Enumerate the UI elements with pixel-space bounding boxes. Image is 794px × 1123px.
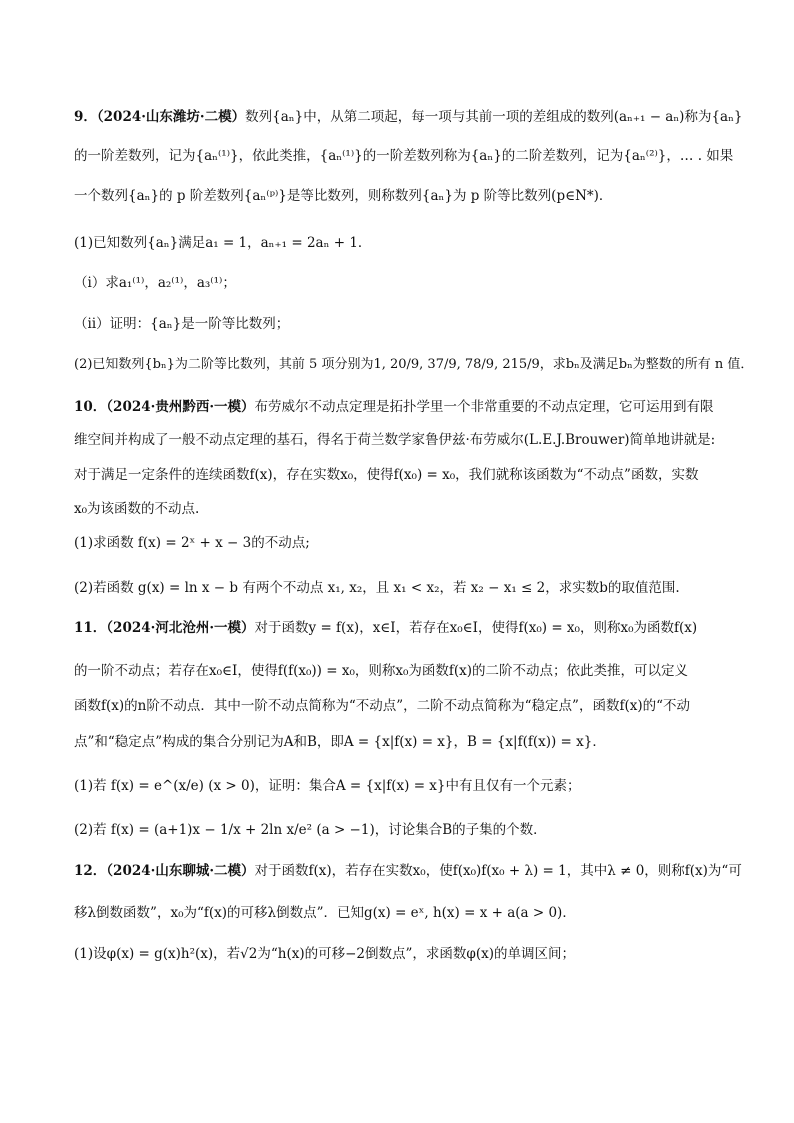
problem-10-line-4: x₀为该函数的不动点.: [74, 501, 200, 517]
problem-11-line-4: 点”和“稳定点”构成的集合分别记为A和B，即A = {x|f(x) = x}，B = {x|f(f(x)) = x}．: [74, 734, 606, 750]
problem-number: 12．: [74, 863, 107, 879]
problem-9-part-1-ii: （ⅱ）证明：{aₙ}是一阶等比数列；: [74, 316, 290, 332]
problem-11-line-3: 函数f(x)的n阶不动点．其中一阶不动点简称为“不动点”，二阶不动点简称为“稳定点”，函数f(x)的“不动: [74, 698, 690, 714]
problem-source: （2024·河北沧州·一模）: [106, 620, 255, 636]
problem-9-part-1: (1)已知数列{aₙ}满足a₁ = 1，aₙ₊₁ = 2aₙ + 1．: [74, 235, 372, 251]
problem-number: 11．: [74, 620, 107, 636]
problem-9-part-2: (2)已知数列{bₙ}为二阶等比数列，其前 5 项分别为1, 20/9, 37/9, 78/9, 215/9，求bₙ及满足bₙ为整数的所有 n 值．: [74, 357, 754, 372]
problem-12-part-1: (1)设φ(x) = g(x)h²(x)，若√2为“h(x)的可移−2倒数点”，求函数φ(x)的单调区间；: [74, 946, 575, 962]
problem-text: 数列{aₙ}中，从第二项起，每一项与其前一项的差组成的数列(aₙ₊₁ − aₙ)称为{aₙ}: [245, 109, 743, 125]
problem-source: （2024·山东聊城·二模）: [106, 863, 255, 879]
problem-text: 对于函数y = f(x)，x∈I，若存在x₀∈I，使得f(x₀) = x₀，则称x₀为函数f(x): [254, 620, 698, 636]
problem-9-line-3: 一个数列{aₙ}的 p 阶差数列{aₙ⁽ᵖ⁾}是等比数列，则称数列{aₙ}为 p 阶等比数列(p∈N*)．: [74, 188, 613, 204]
problem-11-part-1: (1)若 f(x) = e^(x/e) (x > 0)，证明：集合A = {x|f(x) = x}中有且仅有一个元素；: [74, 778, 581, 794]
problem-source: （2024·山东潍坊·二模）: [96, 109, 246, 125]
problem-9-part-1-i: （ⅰ）求a₁⁽¹⁾，a₂⁽¹⁾，a₃⁽¹⁾；: [74, 275, 236, 291]
problem-text: 布劳威尔不动点定理是拓扑学里一个非常重要的不动点定理，它可运用到有限: [254, 399, 714, 415]
problem-number: 9．: [74, 109, 97, 125]
problem-10-line-3: 对于满足一定条件的连续函数f(x)，存在实数x₀，使得f(x₀) = x₀，我们就称该函数为“不动点”函数，实数: [74, 467, 699, 483]
problem-11-line-2: 的一阶不动点；若存在x₀∈I，使得f(f(x₀)) = x₀，则称x₀为函数f(x)的二阶不动点；依此类推，可以定义: [74, 663, 689, 679]
problem-12-line-2: 移λ倒数函数”，x₀为“f(x)的可移λ倒数点”．已知g(x) = eˣ, h(x) = x + a(a > 0)．: [74, 905, 576, 921]
problem-10-line-1: [74, 396, 754, 418]
problem-10-line-2: 维空间并构成了一般不动点定理的基石，得名于荷兰数学家鲁伊兹·布劳威尔(L.E.J.Brouwer)简单地讲就是:: [74, 432, 716, 448]
problem-10-part-2: (2)若函数 g(x) = ln x − b 有两个不动点 x₁, x₂，且 x₁ < x₂，若 x₂ − x₁ ≤ 2，求实数b的取值范围.: [74, 580, 680, 596]
problem-9-line-1: [74, 106, 754, 128]
problem-text: 对于函数f(x)，若存在实数x₀，使f(x₀)f(x₀ + λ) = 1，其中λ ≠ 0，则称f(x)为“可: [254, 863, 742, 879]
problem-9-line-2: 的一阶差数列，记为{aₙ⁽¹⁾}，依此类推，{aₙ⁽¹⁾}的一阶差数列称为{aₙ}的二阶差数列，记为{aₙ⁽²⁾}，… . 如果: [74, 148, 734, 164]
problem-number: 10．: [74, 399, 107, 415]
problem-12-line-1: [74, 860, 754, 882]
problem-source: （2024·贵州黔西·一模）: [106, 399, 255, 415]
problem-10-part-1: (1)求函数 f(x) = 2ˣ + x − 3的不动点;: [74, 535, 310, 551]
problem-11-line-1: [74, 617, 754, 639]
problem-11-part-2: (2)若 f(x) = (a+1)x − 1/x + 2ln x/e² (a > −1)，讨论集合B的子集的个数．: [74, 822, 547, 838]
